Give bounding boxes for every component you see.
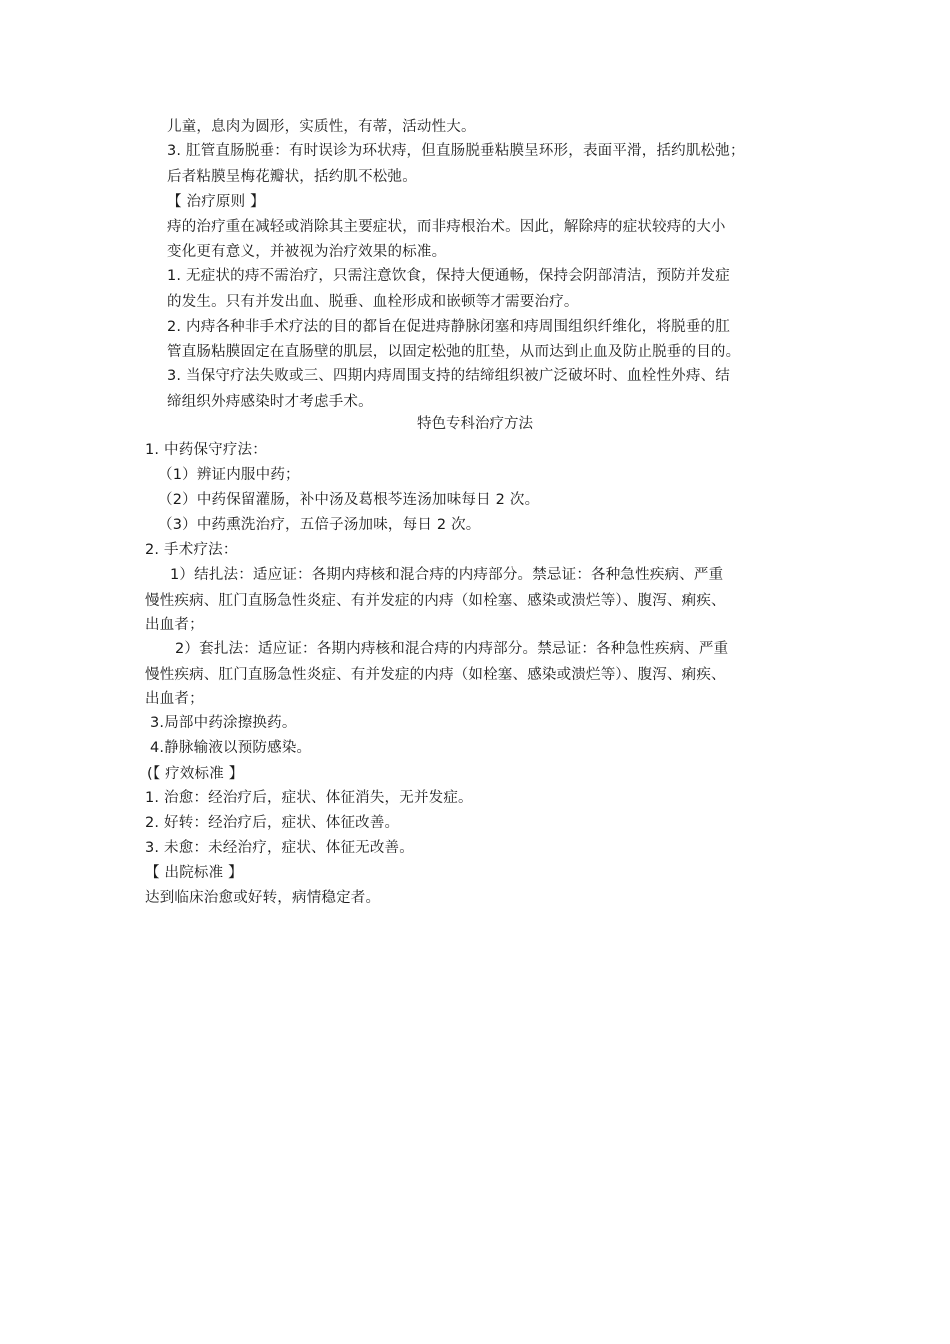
section-heading-treatment-principle: 【 治疗原则 】 bbox=[167, 194, 265, 210]
list-item: （2）中药保留灌肠，补中汤及葛根芩连汤加味每日 2 次。 bbox=[158, 492, 540, 508]
section-title-special-methods: 特色专科治疗方法 bbox=[417, 416, 533, 432]
list-item: 3.局部中药涂擦换药。 bbox=[150, 715, 297, 731]
list-item: 3. 未愈：未经治疗，症状、体征无改善。 bbox=[145, 840, 414, 856]
text-line: 3. 当保守疗法失败或三、四期内痔周围支持的结缔组织被广泛破坏时、血栓性外痔、结 bbox=[167, 368, 730, 384]
text-line: 1）结扎法：适应证：各期内痔核和混合痔的内痔部分。禁忌证：各种急性疾病、严重 bbox=[170, 567, 724, 583]
text-line: 后者粘膜呈梅花瓣状，括约肌不松弛。 bbox=[167, 169, 417, 185]
text-line: 3. 肛管直肠脱垂：有时误诊为环状痔，但直肠脱垂粘膜呈环形，表面平滑，括约肌松弛； bbox=[167, 143, 745, 159]
list-item: 2. 好转：经治疗后，症状、体征改善。 bbox=[145, 815, 400, 831]
text-line: 管直肠粘膜固定在直肠壁的肌层，以固定松弛的肛垫，从而达到止血及防止脱垂的目的。 bbox=[167, 344, 741, 360]
text-line: 达到临床治愈或好转，病情稳定者。 bbox=[145, 890, 381, 906]
text-line: 出血者； bbox=[145, 617, 204, 633]
list-item: 4.静脉输液以预防感染。 bbox=[150, 740, 312, 756]
section-heading-discharge: 【 出院标准 】 bbox=[145, 865, 243, 881]
text-line: 的发生。只有并发出血、脱垂、血栓形成和嵌顿等才需要治疗。 bbox=[167, 294, 579, 310]
list-item: （1）辨证内服中药； bbox=[158, 467, 300, 483]
text-line: 2. 内痔各种非手术疗法的目的都旨在促进痔静脉闭塞和痔周围组织纤维化，将脱垂的肛 bbox=[167, 319, 730, 335]
text-line: 慢性疾病、肛门直肠急性炎症、有并发症的内痔（如栓塞、感染或溃烂等）、腹泻、痢疾、 bbox=[145, 593, 726, 609]
text-line: 出血者； bbox=[145, 691, 204, 707]
list-item: 2. 手术疗法： bbox=[145, 542, 238, 558]
section-heading-efficacy: (【 疗效标准 】 bbox=[147, 766, 244, 782]
text-line: 2）套扎法：适应证：各期内痔核和混合痔的内痔部分。禁忌证：各种急性疾病、严重 bbox=[175, 641, 729, 657]
list-item: （3）中药熏洗治疗，五倍子汤加味，每日 2 次。 bbox=[158, 517, 481, 533]
text-line: 慢性疾病、肛门直肠急性炎症、有并发症的内痔（如栓塞、感染或溃烂等）、腹泻、痢疾、 bbox=[145, 667, 726, 683]
list-item: 1. 治愈：经治疗后，症状、体征消失，无并发症。 bbox=[145, 790, 473, 806]
text-line: 缔组织外痔感染时才考虑手术。 bbox=[167, 394, 373, 410]
text-line: 1. 无症状的痔不需治疗，只需注意饮食，保持大便通畅，保持会阴部清洁，预防并发症 bbox=[167, 268, 730, 284]
list-item: 1. 中药保守疗法： bbox=[145, 442, 267, 458]
text-line: 变化更有意义，并被视为治疗效果的标准。 bbox=[167, 244, 447, 260]
text-line: 痔的治疗重在减轻或消除其主要症状，而非痔根治术。因此，解除痔的症状较痔的大小 bbox=[167, 219, 726, 235]
text-line: 儿童，息肉为圆形，实质性，有蒂，活动性大。 bbox=[167, 119, 476, 135]
